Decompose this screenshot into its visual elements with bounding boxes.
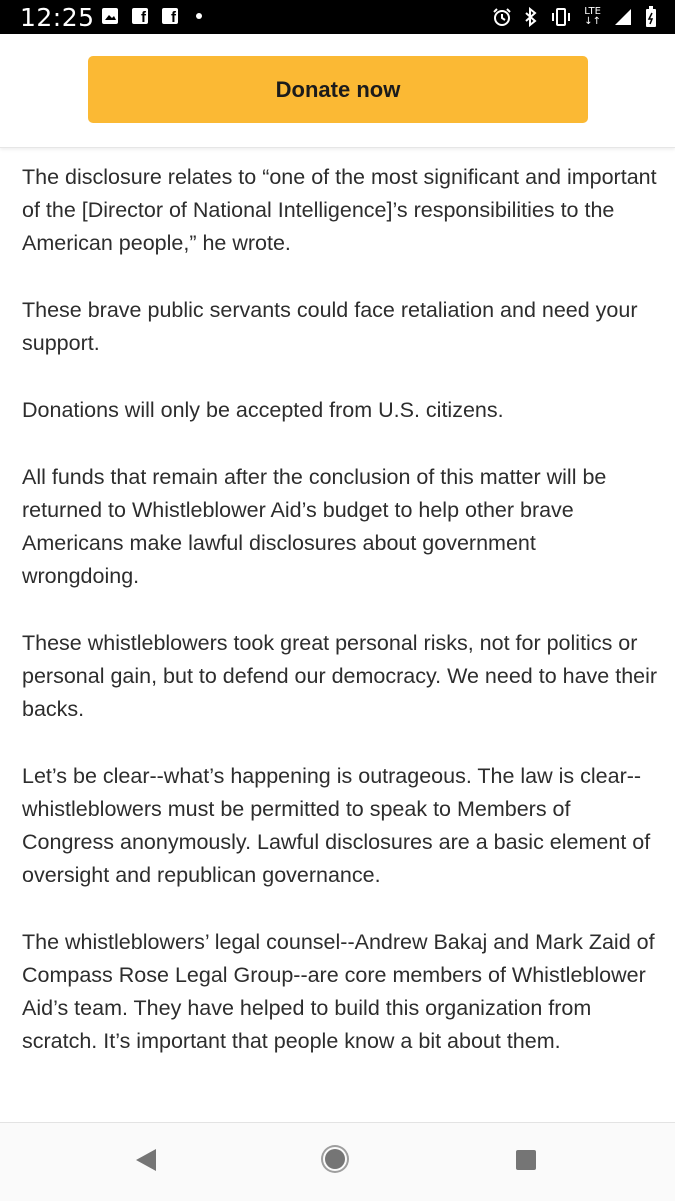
clock: 12:25 [20,3,95,32]
paragraph: All funds that remain after the conclusion of this matter will be returned to Whistleblower Aid’s budget to help other brave Americans make lawful disclosures about government wrongdoing. [22,465,607,588]
donate-now-button[interactable]: Donate now [88,56,588,123]
alarm-icon [492,7,512,27]
paragraph: Donations will only be accepted from U.S. citizens. [22,398,504,422]
bluetooth-icon [524,7,538,27]
system-icons [492,6,657,28]
network-label: LTE [584,6,601,17]
facebook-icon [132,8,148,24]
paragraph: Let’s be clear--what’s happening is outrageous. The law is clear--whistleblowers must be permitted to speak to Members of Congress anonymously. Lawful disclosures are a basic element of oversight and republican governance. [22,764,651,887]
vibrate-icon [550,7,572,27]
navigation-bar [0,1122,675,1201]
lte-icon: LTE ↓↑ [584,6,601,27]
facebook-icon [162,8,178,24]
recents-icon[interactable] [516,1150,536,1170]
donate-header [0,34,675,148]
notification-icons [102,8,202,24]
dot-icon [196,13,202,19]
status-bar [0,0,675,34]
paragraph: The whistleblowers’ legal counsel--Andrew Bakaj and Mark Zaid of Compass Rose Legal Group--are core members of Whistleblower Aid’s team. They have helped to build this organization from scratch. It’s important that people know a bit about them. [22,930,655,1053]
paragraph: The disclosure relates to “one of the most significant and important of the [Director of National Intelligence]’s responsibilities to the American people,” he wrote. [22,165,657,255]
paragraph: These whistleblowers took great personal risks, not for politics or personal gain, but to defend our democracy. We need to have their backs. [22,631,658,721]
home-icon[interactable] [325,1149,345,1169]
image-icon [102,8,118,24]
signal-icon [613,7,633,27]
back-icon[interactable] [136,1149,156,1171]
battery-icon [645,6,657,28]
paragraph: These brave public servants could face retaliation and need your support. [22,298,638,355]
article-content [22,161,658,1092]
